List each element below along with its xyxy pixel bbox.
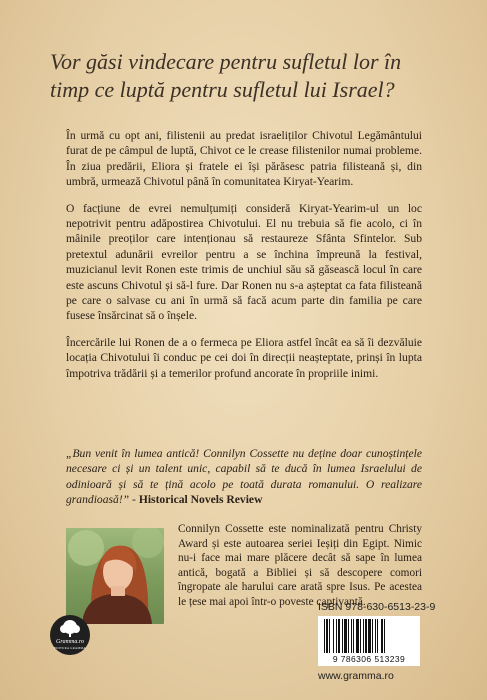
- author-photo: [66, 528, 164, 624]
- barcode: [318, 616, 420, 666]
- isbn-label: ISBN 978-630-6513-23-9: [318, 601, 436, 613]
- barcode-bar: [324, 619, 325, 653]
- barcode-bar: [329, 619, 330, 653]
- barcode-bar: [344, 619, 347, 653]
- barcode-bar: [326, 619, 328, 653]
- synopsis-paragraph-2: O facțiune de evrei nemulțumiți consideră Kiryat-Yearim-ul un loc nepotrivit pentru adăpostirea Chivotului. El nu trebuia să fie acolo, ci în mâinile preoților care intenționau să restaureze Sfânta Sfintelor. Sub pretextul adunării evreilor pentru a se închina împreună la festival, muzicianul levit Ronen este trimis de unchiul său să găsească locul în care este ascuns Chivotul și să-l fure. Dar Ronen nu s-a așteptat ca fata filisteană pe care o salvase cu ani în urmă să facă acum parte din familia pe care fusese însărcinat să o înșele.: [66, 201, 422, 323]
- barcode-bars: [324, 619, 414, 653]
- barcode-bar: [365, 619, 367, 653]
- barcode-bar: [338, 619, 340, 653]
- barcode-bar: [342, 619, 343, 653]
- barcode-bar: [353, 619, 354, 653]
- barcode-digits: 9 786306 513239: [332, 654, 406, 664]
- barcode-bar: [363, 619, 364, 653]
- barcode-bar: [336, 619, 337, 653]
- synopsis-paragraph-3: Încercările lui Ronen de a o fermeca pe Eliora astfel încât ea să îi dezvăluie locația Chivotului îi conduc pe cei doi în direcții neașteptate, prinși în lupta împotriva trădării și a temerilor profund ancorate în propriile inimi.: [66, 335, 422, 380]
- review-quote-source: Historical Novels Review: [138, 493, 263, 507]
- barcode-bar: [384, 619, 385, 653]
- barcode-bar: [348, 619, 349, 653]
- publisher-name: Gramma.ro: [56, 639, 84, 645]
- barcode-bar: [360, 619, 361, 653]
- publisher-website: www.gramma.ro: [318, 670, 394, 682]
- barcode-bar: [377, 619, 378, 653]
- barcode-bar: [381, 619, 383, 653]
- barcode-bar: [372, 619, 373, 653]
- tree-icon: [50, 618, 90, 638]
- synopsis: [66, 128, 422, 392]
- publisher-logo: [50, 615, 90, 655]
- publisher-subtitle: EDITURA GRAMMA: [54, 646, 86, 650]
- back-cover-tagline: Vor găsi vindecare pentru sufletul lor în timp ce luptă pentru sufletul lui Israel?: [50, 49, 402, 102]
- author-bio: Connilyn Cossette este nominalizată pentru Christy Award și este autoarea seriei Ieșiți din Egipt. Nimic nu-i face mai mare plăcere decât să sape în lumea antică, bogată a Bibliei și să descopere comori îngropate ale harului care arată spre Isus. Pe acestea le țese mai apoi într-o poveste captivantă.: [178, 523, 422, 608]
- barcode-bar: [351, 619, 352, 653]
- barcode-bar: [333, 619, 334, 653]
- review-quote-text: „Bun venit în lumea antică! Connilyn Cossette nu deține doar cunoștințele necesare ci și un talent unic, capabil să te ducă în lumea Israelului de odinioară și să te țină acolo pe toată durata romanului. O realizare grandioasă!” -: [66, 447, 422, 507]
- barcode-bar: [368, 619, 371, 653]
- author-portrait-image: [66, 528, 164, 624]
- barcode-bar: [356, 619, 359, 653]
- synopsis-paragraph-1: În urmă cu opt ani, filistenii au predat israeliților Chivotul Legământului furat de pe câmpul de luptă, Chivot ce le crease filistenilor numai probleme. În ziua predării, Eliora și fratele ei își părăsesc patria filisteană și, din umbră, urmează Chivotul până în comunitatea Kiryat-Yearim.: [66, 129, 422, 189]
- review-quote: [66, 446, 422, 508]
- barcode-bar: [375, 619, 376, 653]
